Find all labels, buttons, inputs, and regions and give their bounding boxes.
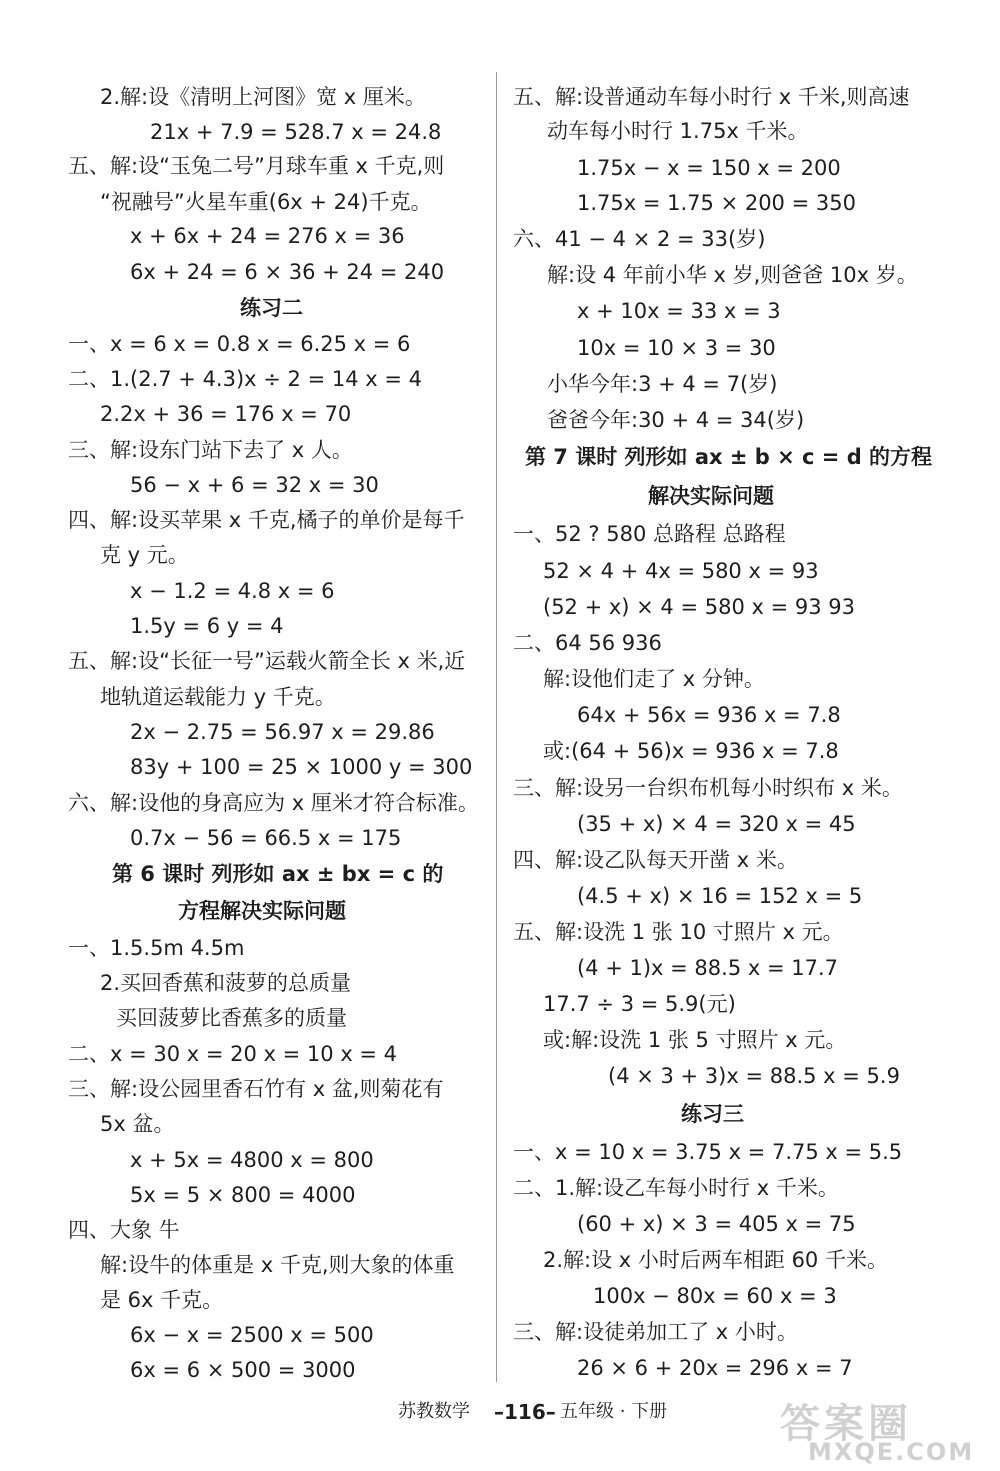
answer-line: 二、x = 30 x = 20 x = 10 x = 4 [68, 1042, 398, 1066]
answer-line: 2.买回香蕉和菠萝的总质量 [100, 971, 352, 995]
answer-line: 四、解:设乙队每天开凿 x 米。 [513, 848, 798, 872]
answer-line: 6x − x = 2500 x = 500 [130, 1323, 374, 1347]
answer-line: 五、解:设“玉兔二号”月球车重 x 千克,则 [68, 154, 445, 178]
answer-line: 83y + 100 = 25 × 1000 y = 300 [130, 755, 473, 779]
answer-line: 1.75x − x = 150 x = 200 [577, 156, 841, 180]
answer-line: 2.2x + 36 = 176 x = 70 [100, 402, 352, 426]
answer-line: (4 + 1)x = 88.5 x = 17.7 [577, 956, 838, 980]
answer-line: 三、解:设东门站下去了 x 人。 [68, 438, 353, 462]
answer-line: 一、x = 6 x = 0.8 x = 6.25 x = 6 [68, 332, 411, 356]
answer-line: 26 × 6 + 20x = 296 x = 7 [577, 1356, 853, 1380]
answer-line: 2.解:设 x 小时后两车相距 60 千米。 [543, 1248, 888, 1272]
section-heading: 练习二 [240, 296, 303, 320]
answer-line: 5x = 5 × 800 = 4000 [130, 1183, 356, 1207]
answer-line: 地轨道运载能力 y 千克。 [100, 685, 336, 709]
column-divider [496, 72, 497, 1382]
answer-line: 三、解:设另一台织布机每小时织布 x 米。 [513, 776, 903, 800]
lesson-heading: 方程解决实际问题 [178, 899, 346, 923]
answer-line: 6x = 6 × 500 = 3000 [130, 1358, 356, 1382]
answer-line: 1.75x = 1.75 × 200 = 350 [577, 191, 856, 215]
answer-line: x + 6x + 24 = 276 x = 36 [130, 224, 405, 248]
answer-line: 是 6x 千克。 [100, 1288, 224, 1312]
answer-line: 2.解:设《清明上河图》宽 x 厘米。 [100, 85, 426, 109]
answer-line: 解:设牛的体重是 x 千克,则大象的体重 [100, 1253, 455, 1277]
lesson-heading: 第 7 课时 列形如 ax ± b × c = d 的方程 [525, 445, 933, 469]
answer-line: 小华今年:3 + 4 = 7(岁) [547, 372, 778, 396]
page-number: –116– [494, 1400, 556, 1424]
answer-line: x + 10x = 33 x = 3 [577, 299, 781, 323]
answer-line: 二、64 56 936 [513, 631, 662, 655]
answer-line: “祝融号”火星车重(6x + 24)千克。 [100, 190, 432, 214]
answer-line: 一、52 ? 580 总路程 总路程 [513, 522, 786, 546]
answer-line: 17.7 ÷ 3 = 5.9(元) [543, 992, 736, 1016]
footer-grade: 五年级 · 下册 [560, 1401, 668, 1422]
answer-line: 100x − 80x = 60 x = 3 [593, 1284, 837, 1308]
answer-line: 一、x = 10 x = 3.75 x = 7.75 x = 5.5 [513, 1140, 903, 1164]
answer-line: 爸爸今年:30 + 4 = 34(岁) [547, 408, 805, 432]
answer-line: (35 + x) × 4 = 320 x = 45 [577, 812, 856, 836]
answer-line: 二、1.(2.7 + 4.3)x ÷ 2 = 14 x = 4 [68, 367, 422, 391]
answer-line: (52 + x) × 4 = 580 x = 93 93 [543, 595, 855, 619]
answer-line: 5x 盆。 [100, 1112, 175, 1136]
answer-line: 五、解:设“长征一号”运载火箭全长 x 米,近 [68, 649, 466, 673]
answer-line: 2x − 2.75 = 56.97 x = 29.86 [130, 720, 435, 744]
answer-line: 10x = 10 × 3 = 30 [577, 336, 776, 360]
answer-line: 五、解:设普通动车每小时行 x 千米,则高速 [513, 85, 910, 109]
answer-line: 动车每小时行 1.75x 千米。 [547, 119, 809, 143]
answer-line: 52 × 4 + 4x = 580 x = 93 [543, 559, 819, 583]
answer-line: 三、解:设徒弟加工了 x 小时。 [513, 1320, 798, 1344]
watermark-logo [768, 1392, 994, 1468]
watermark-text: 答案圈 [780, 1401, 912, 1447]
answer-line: 四、解:设买苹果 x 千克,橘子的单价是每千 [68, 508, 465, 532]
answer-line: 六、41 − 4 × 2 = 33(岁) [513, 227, 766, 251]
answer-line: (4.5 + x) × 16 = 152 x = 5 [577, 884, 863, 908]
answer-line: 或:解:设洗 1 张 5 寸照片 x 元。 [543, 1028, 847, 1052]
lesson-heading: 解决实际问题 [648, 484, 774, 508]
answer-line: 解:设 4 年前小华 x 岁,则爸爸 10x 岁。 [547, 263, 918, 287]
answer-line: 56 − x + 6 = 32 x = 30 [130, 473, 379, 497]
answer-line: 0.7x − 56 = 66.5 x = 175 [130, 826, 402, 850]
answer-line: 买回菠萝比香蕉多的质量 [116, 1006, 347, 1030]
answer-line: (60 + x) × 3 = 405 x = 75 [577, 1212, 856, 1236]
footer-subject: 苏教数学 [398, 1401, 470, 1422]
answer-line: 三、解:设公园里香石竹有 x 盆,则菊花有 [68, 1077, 444, 1101]
answer-line: 1.5y = 6 y = 4 [130, 614, 284, 638]
answer-line: 一、1.5.5m 4.5m [68, 936, 245, 960]
answer-line: 五、解:设洗 1 张 10 寸照片 x 元。 [513, 920, 844, 944]
answer-line: x − 1.2 = 4.8 x = 6 [130, 579, 335, 603]
answer-line: 64x + 56x = 936 x = 7.8 [577, 703, 841, 727]
answer-line: 或:(64 + 56)x = 936 x = 7.8 [543, 739, 839, 763]
lesson-heading: 第 6 课时 列形如 ax ± bx = c 的 [112, 862, 444, 886]
answer-line: 21x + 7.9 = 528.7 x = 24.8 [150, 120, 442, 144]
answer-line: 解:设他们走了 x 分钟。 [543, 667, 765, 691]
answer-line: 二、1.解:设乙车每小时行 x 千米。 [513, 1176, 839, 1200]
answer-line: 克 y 元。 [100, 543, 189, 567]
answer-line: 六、解:设他的身高应为 x 厘米才符合标准。 [68, 791, 479, 815]
answer-line: 6x + 24 = 6 × 36 + 24 = 240 [130, 260, 445, 284]
answer-line: (4 × 3 + 3)x = 88.5 x = 5.9 [608, 1064, 900, 1088]
section-heading: 练习三 [681, 1102, 744, 1126]
answer-line: x + 5x = 4800 x = 800 [130, 1148, 374, 1172]
answer-line: 四、大象 牛 [68, 1218, 180, 1242]
watermark-url: MXQE.COM [808, 1438, 975, 1466]
